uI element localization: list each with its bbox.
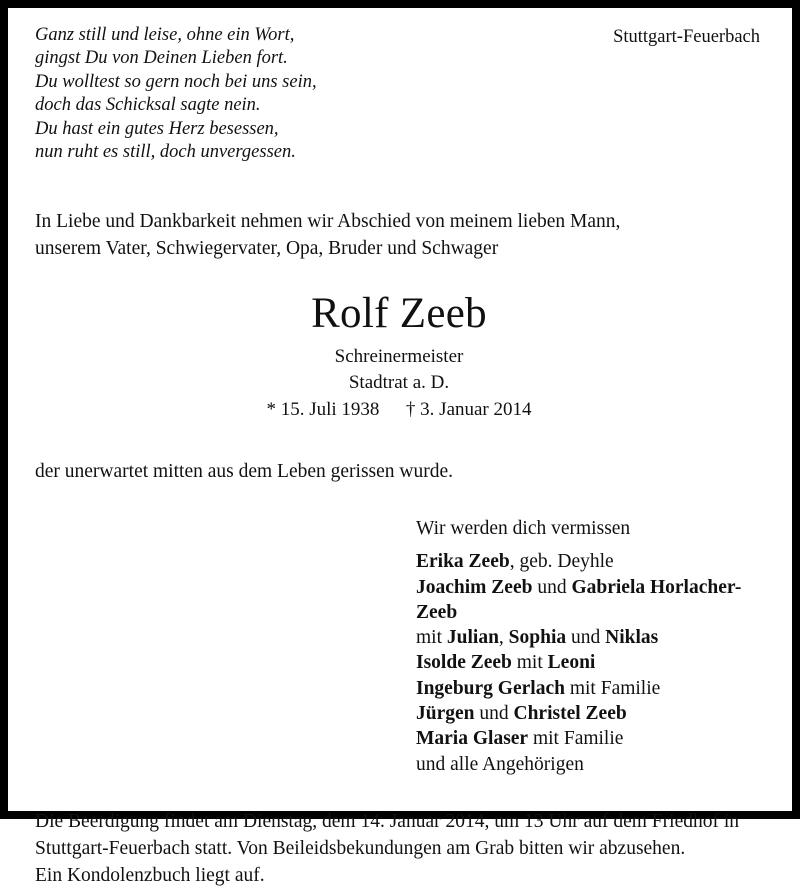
mourner-name: Joachim Zeeb — [416, 576, 533, 598]
mourner-name: Gabriela Horlacher-Zeeb — [416, 576, 742, 623]
poem-line: doch das Schicksal sagte nein. — [35, 95, 261, 116]
mourner-text: und — [566, 627, 606, 649]
deceased-profession: Schreinermeister — [334, 346, 464, 368]
place-label: Stuttgart-Feuerbach — [613, 27, 760, 47]
mourners-lead: Wir werden dich vermissen — [416, 517, 631, 539]
memorial-poem — [28, 20, 317, 164]
poem-line: gingst Du von Deinen Lieben fort. — [35, 48, 288, 69]
mourner-text: mit Familie — [528, 728, 624, 750]
mourner-name: Isolde Zeeb — [416, 652, 512, 674]
mourner-text: , — [498, 627, 509, 649]
closing-paragraph — [28, 808, 770, 889]
mourner-name: Sophia — [508, 627, 567, 649]
mourner-text: und — [474, 703, 514, 725]
death-date: † 3. Januar 2014 — [405, 399, 532, 421]
mourner-text: und — [532, 576, 572, 598]
mourners-block — [28, 516, 770, 777]
mourner-name: Maria Glaser — [416, 728, 529, 750]
notice-header — [28, 20, 770, 164]
mourner-name: Ingeburg Gerlach — [416, 677, 565, 699]
poem-line: Du wolltest so gern noch bei uns sein, — [35, 71, 317, 92]
list-item — [416, 625, 770, 650]
list-item — [416, 726, 770, 751]
poem-line: Ganz still und leise, ohne ein Wort, — [35, 25, 295, 45]
life-dates — [28, 397, 770, 423]
mourner-text: und alle Angehörigen — [416, 753, 584, 775]
mourner-text: , geb. Deyhle — [509, 551, 614, 573]
closing-line: Stuttgart-Feuerbach statt. Von Beileidsbekundungen am Grab bitten wir abzusehen. — [35, 837, 686, 859]
notice-content — [8, 8, 792, 886]
mourner-name: Jürgen — [416, 703, 475, 725]
after-name-line: der unerwartet mitten aus dem Leben gerissen wurde. — [35, 460, 454, 482]
list-item — [416, 575, 770, 626]
list-item — [416, 549, 770, 574]
deceased-name: Rolf Zeeb — [311, 290, 487, 338]
deceased-block — [28, 289, 770, 423]
list-item — [416, 650, 770, 675]
closing-line: Die Beerdigung findet am Dienstag, dem 14. Januar 2014, um 13 Uhr auf dem Friedhof in — [35, 810, 740, 832]
intro-line-1: In Liebe und Dankbarkeit nehmen wir Abschied von meinem lieben Mann, — [35, 211, 621, 233]
mourner-name: Julian — [446, 627, 499, 649]
mourner-name: Christel Zeeb — [513, 703, 627, 725]
poem-line: Du hast ein gutes Herz besessen, — [35, 118, 279, 139]
poem-line: nun ruht es still, doch unvergessen. — [35, 142, 296, 163]
mourner-text: mit — [416, 627, 447, 649]
intro-paragraph — [28, 208, 770, 262]
mourner-name: Leoni — [547, 652, 596, 674]
mourner-text: mit Familie — [564, 677, 661, 699]
mourner-name: Niklas — [605, 627, 659, 649]
list-item — [416, 701, 770, 726]
mourner-name: Erika Zeeb — [416, 551, 510, 573]
deceased-office: Stadtrat a. D. — [348, 371, 450, 393]
list-item — [416, 676, 770, 701]
mourner-text: mit — [511, 652, 548, 674]
birth-date: * 15. Juli 1938 — [266, 399, 380, 421]
intro-line-2: unserem Vater, Schwiegervater, Opa, Bruder und Schwager — [35, 238, 499, 260]
list-item — [416, 752, 770, 777]
closing-line: Ein Kondolenzbuch liegt auf. — [35, 864, 265, 886]
